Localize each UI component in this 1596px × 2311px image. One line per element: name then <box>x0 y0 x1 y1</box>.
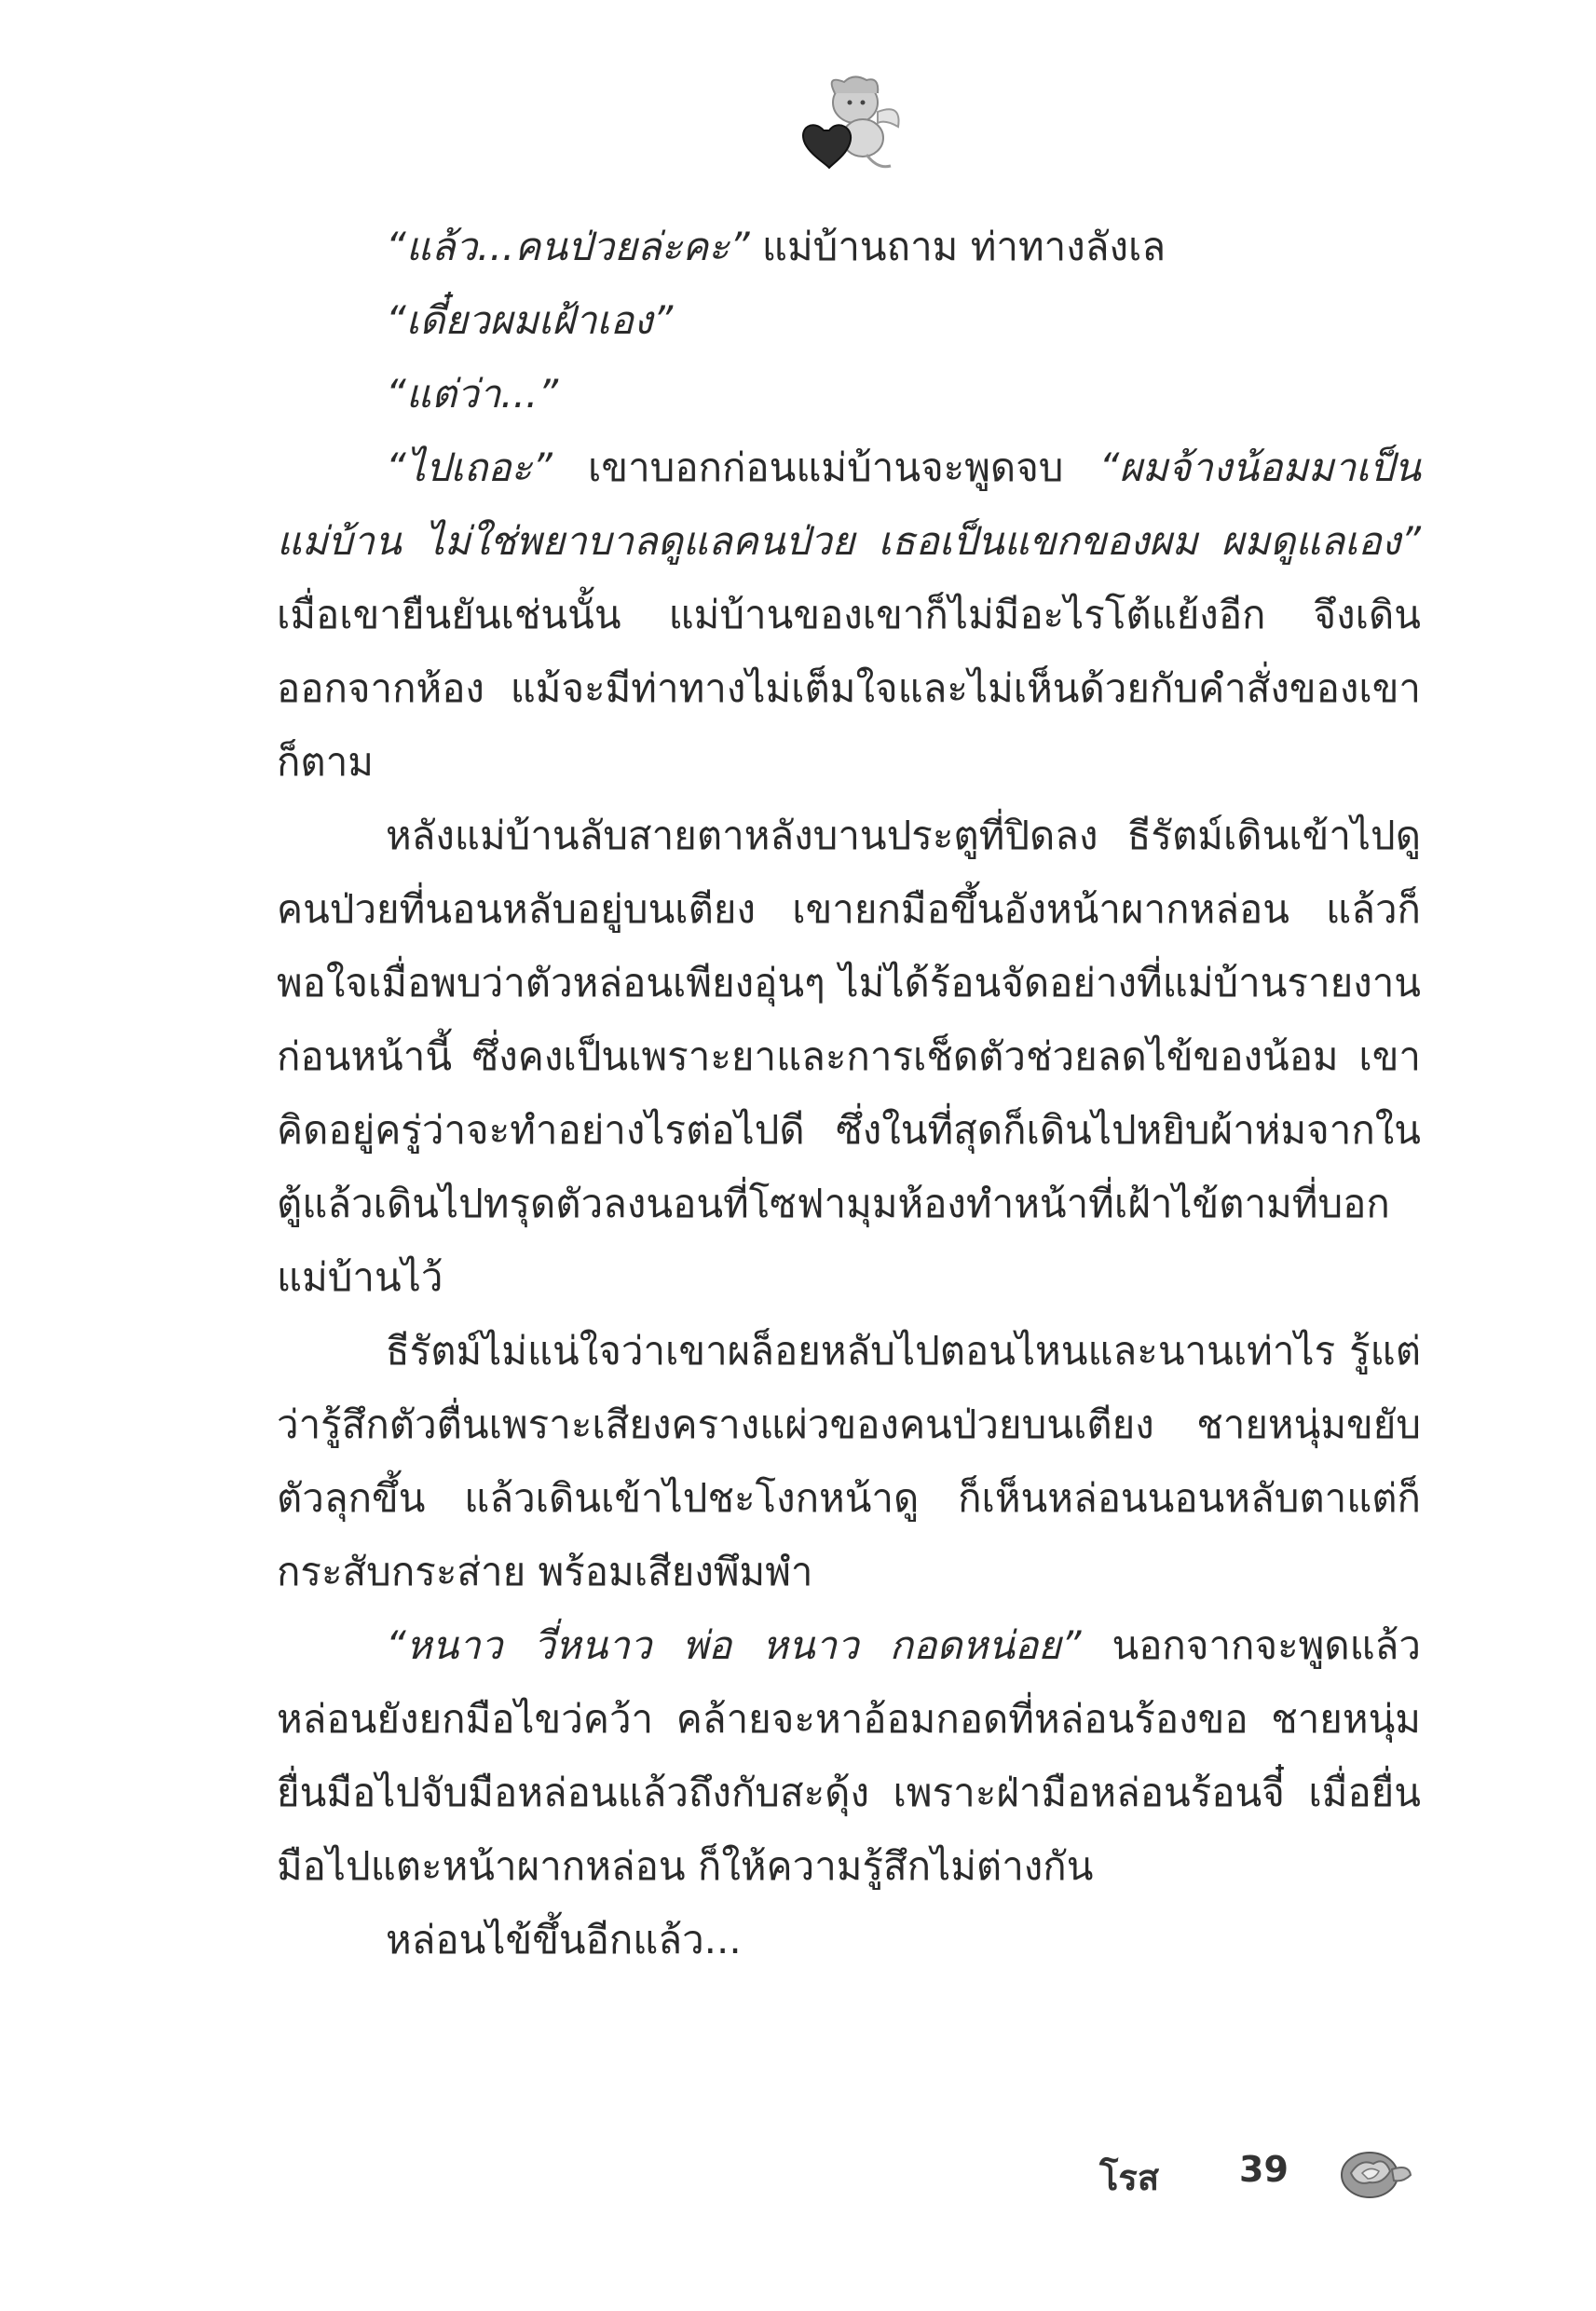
narration-text: แม่บ้านถาม ท่าทางลังเล <box>749 224 1166 269</box>
narration-text: เขาบอกก่อนแม่บ้านจะพูดจบ <box>552 444 1099 490</box>
dialogue-text: “ผมจ้างน้อมมาเป็นแม่บ้าน ไม่ใช่พยาบาลดูแลคนป่วย เธอเป็นแขกของผม ผมดูแลเอง” <box>277 444 1421 564</box>
page-number: 39 <box>1239 2149 1289 2190</box>
paragraph <box>277 283 1421 357</box>
narration-text: เมื่อเขายืนยันเช่นนั้น แม่บ้านของเขาก็ไม่มีอะไรโต้แย้งอีก จึงเดินออกจากห้อง แม้จะมีท่าทางไม่เต็มใจและไม่เห็นด้วยกับคำสั่งของเขาก็ตาม <box>277 592 1421 785</box>
book-title: โรส <box>1099 2157 1160 2198</box>
dialogue-text: “ไปเถอะ” <box>386 444 552 490</box>
paragraph <box>277 210 1421 283</box>
narration-text: หล่อนไข้ขึ้นอีกแล้ว... <box>386 1917 742 1962</box>
rose-icon <box>1330 2141 1414 2207</box>
narration-text: นอกจากจะพูดแล้วหล่อนยังยกมือไขว่คว้า คล้ายจะหาอ้อมกอดที่หล่อนร้องขอ ชายหนุ่มยื่นมือไปจับมือหล่อนแล้วถึงกับสะดุ้ง เพราะฝ่ามือหล่อนร้อนจี๋ เมื่อยื่นมือไปแตะหน้าผากหล่อน ก็ให้ความรู้สึกไม่ต่างกัน <box>277 1622 1421 1889</box>
body-text <box>277 210 1421 1976</box>
paragraph <box>277 799 1421 1314</box>
page-footer <box>1099 2141 1416 2216</box>
cupid-heart-icon <box>788 65 909 177</box>
paragraph <box>277 1314 1421 1608</box>
paragraph <box>277 431 1421 799</box>
paragraph <box>277 1903 1421 1976</box>
dialogue-text: “เดี๋ยวผมเฝ้าเอง” <box>386 297 674 343</box>
paragraph <box>277 357 1421 431</box>
narration-text: ธีรัตม์ไม่แน่ใจว่าเขาผล็อยหลับไปตอนไหนและนานเท่าไร รู้แต่ว่ารู้สึกตัวตื่นเพราะเสียงครางแผ่วของคนป่วยบนเตียง ชายหนุ่มขยับตัวลุกขึ้น แล้วเดินเข้าไปชะโงกหน้าดู ก็เห็นหล่อนนอนหลับตาแต่ก็กระสับกระส่าย พร้อมเสียงพึมพำ <box>277 1328 1421 1594</box>
dialogue-text: “หนาว วี่หนาว พ่อ หนาว กอดหน่อย” <box>386 1622 1082 1668</box>
dialogue-text: “แล้ว...คนป่วยล่ะคะ” <box>386 224 750 269</box>
dialogue-text: “แต่ว่า...” <box>386 371 559 417</box>
paragraph <box>277 1608 1421 1903</box>
narration-text: หลังแม่บ้านลับสายตาหลังบานประตูที่ปิดลง ธีรัตม์เดินเข้าไปดูคนป่วยที่นอนหลับอยู่บนเตียง เขายกมือขึ้นอังหน้าผากหล่อน แล้วก็พอใจเมื่อพบว่าตัวหล่อนเพียงอุ่นๆ ไม่ได้ร้อนจัดอย่างที่แม่บ้านรายงานก่อนหน้านี้ ซึ่งคงเป็นเพราะยาและการเช็ดตัวช่วยลดไข้ของน้อม เขาคิดอยู่ครู่ว่าจะทำอย่างไรต่อไปดี ซึ่งในที่สุดก็เดินไปหยิบผ้าห่มจากในตู้แล้วเดินไปทรุดตัวลงนอนที่โซฟามุมห้องทำหน้าที่เฝ้าไข้ตามที่บอกแม่บ้านไว้ <box>277 813 1421 1300</box>
